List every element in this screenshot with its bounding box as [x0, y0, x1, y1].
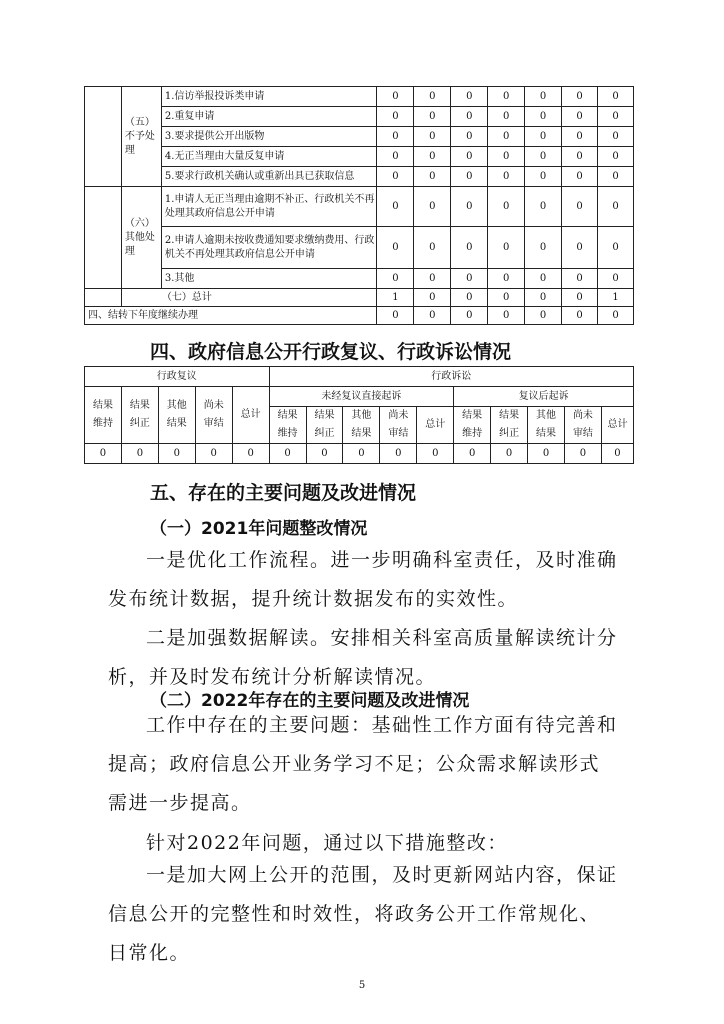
value-cell: 0 — [525, 167, 562, 187]
value-cell: 0 — [562, 307, 598, 325]
table-row — [85, 227, 634, 269]
item-label: 4.无正当理由大量反复申请 — [161, 147, 377, 167]
table-row — [85, 187, 634, 227]
value-cell: 0 — [377, 227, 414, 269]
value-cell: 0 — [525, 307, 562, 325]
blank-cell — [85, 187, 122, 289]
value-cell: 0 — [562, 269, 598, 289]
table-row — [85, 87, 634, 107]
value-cell: 0 — [491, 444, 528, 464]
value-cell: 0 — [488, 107, 525, 127]
value-cell: 0 — [414, 167, 451, 187]
litigation-col-header: 总计 — [417, 407, 454, 444]
table-row — [85, 167, 634, 187]
value-cell: 0 — [414, 87, 451, 107]
paragraph-2: 二是加强数据解读。安排相关科室高质量解读统计分析，并及时发布统计分析解读情况。 — [108, 627, 618, 688]
value-cell: 0 — [601, 444, 633, 464]
value-cell: 1 — [598, 289, 634, 307]
value-cell: 0 — [598, 187, 634, 227]
value-cell: 0 — [562, 87, 598, 107]
review-col-header: 总计 — [232, 387, 269, 444]
value-cell: 0 — [451, 289, 488, 307]
value-cell: 0 — [414, 187, 451, 227]
value-cell: 0 — [488, 87, 525, 107]
review-header: 行政复议 — [85, 367, 270, 387]
value-cell: 0 — [451, 127, 488, 147]
value-cell: 0 — [414, 127, 451, 147]
item-label: 3.要求提供公开出版物 — [161, 127, 377, 147]
value-cell: 0 — [525, 107, 562, 127]
value-cell: 1 — [377, 289, 414, 307]
value-cell: 0 — [451, 187, 488, 227]
value-cell: 0 — [414, 269, 451, 289]
value-cell: 0 — [306, 444, 343, 464]
paragraph-4: 针对2022年问题，通过以下措施整改： — [146, 832, 508, 854]
value-cell: 0 — [598, 87, 634, 107]
value-cell: 0 — [598, 227, 634, 269]
litigation-col-header: 其他结果 — [343, 407, 380, 444]
review-col-header: 其他结果 — [158, 387, 195, 444]
value-cell: 0 — [488, 147, 525, 167]
value-cell: 0 — [377, 107, 414, 127]
value-cell: 0 — [525, 147, 562, 167]
item-label: 2.申请人逾期未按收费通知要求缴纳费用、行政机关不再处理其政府信息公开申请 — [161, 227, 377, 269]
value-cell: 0 — [454, 444, 491, 464]
item-label: 1.信访举报投诉类申请 — [161, 87, 377, 107]
value-cell: 0 — [451, 269, 488, 289]
value-cell: 0 — [562, 289, 598, 307]
litigation-col-header: 其他结果 — [528, 407, 565, 444]
value-cell: 0 — [598, 147, 634, 167]
value-cell: 0 — [598, 167, 634, 187]
value-cell: 0 — [417, 444, 454, 464]
blank-cell — [85, 289, 122, 307]
value-cell: 0 — [564, 444, 601, 464]
litigation-col-header: 结果纠正 — [491, 407, 528, 444]
value-cell: 0 — [528, 444, 565, 464]
litigation-col-header: 尚未审结 — [380, 407, 417, 444]
value-cell: 0 — [488, 227, 525, 269]
value-cell: 0 — [269, 444, 306, 464]
value-cell: 0 — [562, 127, 598, 147]
item-label: 1.申请人无正当理由逾期不补正、行政机关不再处理其政府信息公开申请 — [161, 187, 377, 227]
value-cell: 0 — [488, 307, 525, 325]
value-cell: 0 — [121, 444, 158, 464]
value-cell: 0 — [451, 167, 488, 187]
subsection-2-title: （二）2022年存在的主要问题及改进情况 — [150, 691, 470, 711]
total-row — [85, 289, 634, 307]
value-cell: 0 — [414, 147, 451, 167]
blank-cell — [85, 87, 122, 187]
value-cell: 0 — [451, 107, 488, 127]
carryover-label: 四、结转下年度继续办理 — [85, 307, 377, 325]
review-litigation-table — [84, 366, 634, 464]
value-cell: 0 — [488, 187, 525, 227]
value-cell: 0 — [451, 307, 488, 325]
value-cell: 0 — [598, 127, 634, 147]
value-cell: 0 — [525, 87, 562, 107]
table-row — [85, 107, 634, 127]
review-col-header: 结果纠正 — [121, 387, 158, 444]
value-cell: 0 — [380, 444, 417, 464]
review-col-header: 结果维持 — [85, 387, 122, 444]
value-cell: 0 — [562, 167, 598, 187]
carryover-row — [85, 307, 634, 325]
value-cell: 0 — [195, 444, 232, 464]
item-label: 3.其他 — [161, 269, 377, 289]
value-cell: 0 — [377, 187, 414, 227]
direct-litigation-header: 未经复议直接起诉 — [269, 387, 454, 407]
value-cell: 0 — [488, 167, 525, 187]
value-cell: 0 — [377, 127, 414, 147]
value-cell: 0 — [562, 227, 598, 269]
value-cell: 0 — [598, 307, 634, 325]
value-cell: 0 — [377, 307, 414, 325]
total-label: （七）总计 — [121, 289, 377, 307]
value-cell: 0 — [85, 444, 122, 464]
value-cell: 0 — [451, 147, 488, 167]
value-cell: 0 — [488, 289, 525, 307]
litigation-header: 行政诉讼 — [269, 367, 633, 387]
item-label: 2.重复申请 — [161, 107, 377, 127]
value-cell: 0 — [598, 269, 634, 289]
value-cell: 0 — [525, 127, 562, 147]
value-cell: 0 — [377, 269, 414, 289]
category-cell: （六）其他处理 — [121, 187, 161, 289]
value-cell: 0 — [488, 269, 525, 289]
value-cell: 0 — [525, 269, 562, 289]
table-row — [85, 147, 634, 167]
value-cell: 0 — [414, 227, 451, 269]
value-cell: 0 — [525, 227, 562, 269]
value-cell: 0 — [525, 187, 562, 227]
page-number: 5 — [358, 980, 366, 991]
value-cell: 0 — [343, 444, 380, 464]
litigation-col-header: 结果纠正 — [306, 407, 343, 444]
value-cell: 0 — [414, 307, 451, 325]
paragraph-1: 一是优化工作流程。进一步明确科室责任，及时准确发布统计数据，提升统计数据发布的实效性。 — [108, 549, 618, 610]
after-review-header: 复议后起诉 — [454, 387, 634, 407]
litigation-col-header: 尚未审结 — [564, 407, 601, 444]
item-label: 5.要求行政机关确认或重新出具已获取信息 — [161, 167, 377, 187]
litigation-col-header: 结果维持 — [454, 407, 491, 444]
section-4-title: 四、政府信息公开行政复议、行政诉讼情况 — [150, 341, 512, 363]
value-cell: 0 — [377, 167, 414, 187]
litigation-col-header: 总计 — [601, 407, 633, 444]
category-cell: （五）不予处理 — [121, 87, 161, 187]
value-cell: 0 — [414, 289, 451, 307]
litigation-col-header: 结果维持 — [269, 407, 306, 444]
value-cell: 0 — [562, 107, 598, 127]
value-cell: 0 — [414, 107, 451, 127]
table-row — [85, 127, 634, 147]
table-row — [85, 269, 634, 289]
value-cell: 0 — [232, 444, 269, 464]
section-5-title: 五、存在的主要问题及改进情况 — [150, 482, 417, 504]
subsection-1-title: （一）2021年问题整改情况 — [150, 519, 368, 539]
value-cell: 0 — [488, 127, 525, 147]
paragraph-3: 工作中存在的主要问题：基础性工作方面有待完善和提高；政府信息公开业务学习不足；公众需求解读形式需进一步提高。 — [108, 714, 618, 814]
value-cell: 0 — [377, 87, 414, 107]
value-cell: 0 — [598, 107, 634, 127]
paragraph-5: 一是加大网上公开的范围，及时更新网站内容，保证信息公开的完整性和时效性，将政务公开工作常规化、日常化。 — [108, 864, 618, 964]
value-cell: 0 — [158, 444, 195, 464]
review-col-header: 尚未审结 — [195, 387, 232, 444]
value-cell: 0 — [377, 147, 414, 167]
value-cell: 0 — [451, 87, 488, 107]
value-cell: 0 — [562, 187, 598, 227]
disposal-table — [84, 86, 634, 325]
value-cell: 0 — [451, 227, 488, 269]
value-cell: 0 — [525, 289, 562, 307]
value-cell: 0 — [562, 147, 598, 167]
